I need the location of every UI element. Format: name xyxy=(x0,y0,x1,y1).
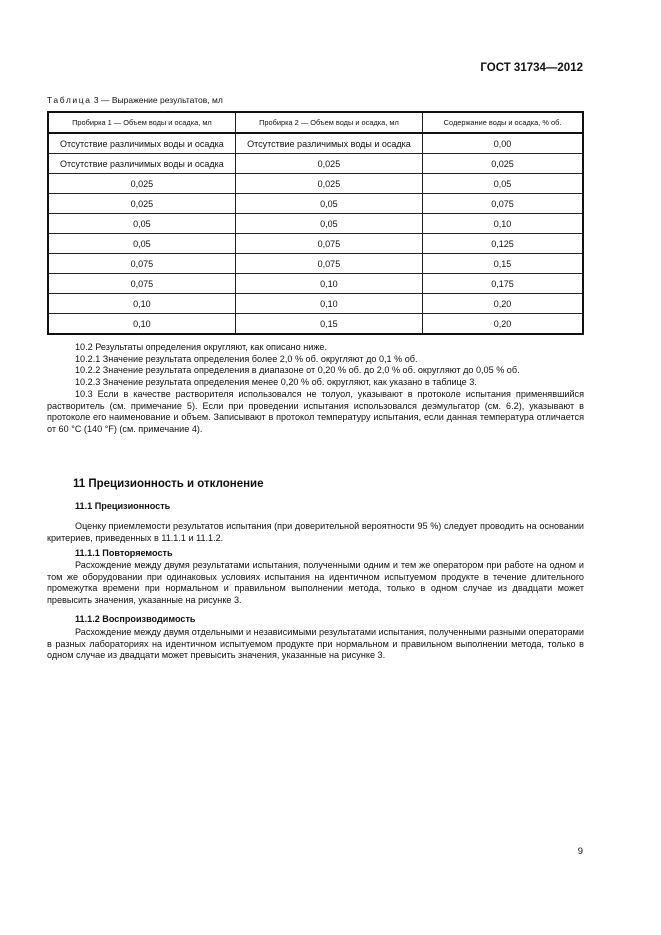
table-row xyxy=(48,133,583,154)
paragraph-10-2: 10.2 Результаты определения округляют, как описано ниже. xyxy=(75,342,328,352)
table-row xyxy=(48,154,583,174)
table-cell: 0,025 xyxy=(48,174,235,194)
table-row xyxy=(48,254,583,274)
paragraph-10-2-2: 10.2.2 Значение результата определения в диапазоне от 0,20 % об. до 2,0 % об. округляют до 0,05 % об. xyxy=(75,365,520,376)
table-cell: 0,05 xyxy=(235,194,422,214)
table-row xyxy=(48,194,583,214)
table-row xyxy=(48,314,583,335)
table-cell: 0,20 xyxy=(423,294,583,314)
paragraph-10-3: 10.3 Если в качестве растворителя использовался не толуол, указывают в протоколе испытания применявшийся растворитель (см. примечание 5). Если при проведении испытания использовался деэмульгатор (см. 6.2), указывают в протоколе его наименование и объем. Записывают в протокол температуру испытания, если данная температура отличается от 60 °С (140 °F) (см. примечание 4). xyxy=(47,388,584,434)
table-cell: 0,025 xyxy=(235,174,422,194)
table-row xyxy=(48,174,583,194)
table-cell: 0,05 xyxy=(423,174,583,194)
table-cell: 0,10 xyxy=(423,214,583,234)
section-10-text xyxy=(47,342,584,436)
table-cell: 0,15 xyxy=(423,254,583,274)
table-cell: Отсутствие различимых воды и осадка xyxy=(48,133,235,154)
paragraph-10-2-3: 10.2.3 Значение результата определения менее 0,20 % об. округляют, как указано в таблице 3. xyxy=(75,377,477,388)
table-cell: 0,05 xyxy=(48,214,235,234)
table-cell: 0,025 xyxy=(48,194,235,214)
table-cell: 0,175 xyxy=(423,274,583,294)
table-caption-label: Таблица xyxy=(47,95,92,105)
section-11-1-1-title: 11.1.1 Повторяемость xyxy=(75,548,173,558)
table-caption-text: 3 — Выражение результатов, мл xyxy=(91,95,223,105)
document-standard-number: ГОСТ 31734—2012 xyxy=(480,62,583,74)
table-cell: 0,05 xyxy=(48,234,235,254)
table-cell: 0,125 xyxy=(423,234,583,254)
table-cell: 0,025 xyxy=(235,154,422,174)
table-cell: 0,20 xyxy=(423,314,583,335)
page-number: 9 xyxy=(577,846,583,857)
table-cell: 0,10 xyxy=(48,294,235,314)
table-row xyxy=(48,234,583,254)
table-cell: 0,10 xyxy=(235,294,422,314)
table-caption xyxy=(47,95,223,105)
table-cell: 0,075 xyxy=(423,194,583,214)
table-row xyxy=(48,274,583,294)
table-cell: 0,075 xyxy=(235,234,422,254)
table-row xyxy=(48,294,583,314)
table-cell: 0,00 xyxy=(423,133,583,154)
section-11-1-title: 11.1 Прецизионность xyxy=(75,501,171,511)
section-11-1-1-text xyxy=(47,560,584,607)
paragraph-11-1-1: Расхождение между двумя результатами испытания, полученными одним и тем же оператором при работе на одном и том же оборудовании при одинаковых условиях испытания на идентичном испытуемом продукте в течение длительного промежутка времени при нормальном и правильном выполнении метода, только в одном случае из двадцати может превысить значения, указанные на рисунке 3. xyxy=(47,560,584,606)
table-cell: 0,025 xyxy=(423,154,583,174)
results-table xyxy=(47,111,584,335)
table-cell: 0,05 xyxy=(235,214,422,234)
table-cell: 0,10 xyxy=(48,314,235,335)
table-cell: Отсутствие различимых воды и осадка xyxy=(235,133,422,154)
column-header-tube-1: Пробирка 1 — Объем воды и осадка, мл xyxy=(48,112,235,133)
table-cell: 0,075 xyxy=(235,254,422,274)
table-header-row xyxy=(48,112,583,133)
section-11-1-text xyxy=(47,521,584,544)
table-cell: 0,15 xyxy=(235,314,422,335)
table-cell: 0,075 xyxy=(48,254,235,274)
table-row xyxy=(48,214,583,234)
paragraph-11-1: Оценку приемлемости результатов испытания (при доверительной вероятности 95 %) следует проводить на основании критериев, приведенных в 11.1.1 и 11.1.2. xyxy=(47,521,584,543)
paragraph-11-1-2: Расхождение между двумя отдельными и независимыми результатами испытания, полученными разными операторами в разных лабораториях на идентичном испытуемом продукте при нормальном и правильном выполнении метода, только в одном случае из двадцати может превысить значения, указанные на рисунке 3. xyxy=(47,627,584,661)
paragraph-10-2-1: 10.2.1 Значение результата определения более 2,0 % об. округляют до 0,1 % об. xyxy=(75,353,418,364)
section-11-1-2-title: 11.1.2 Воспроизводимость xyxy=(75,614,196,624)
column-header-tube-2: Пробирка 2 — Объем воды и осадка, мл xyxy=(235,112,422,133)
section-11-1-2-text xyxy=(47,627,584,662)
table-cell: Отсутствие различимых воды и осадка xyxy=(48,154,235,174)
section-11-title: 11 Прецизионность и отклонение xyxy=(73,478,264,490)
table-cell: 0,10 xyxy=(235,274,422,294)
column-header-content: Содержание воды и осадка, % об. xyxy=(423,112,583,133)
table-cell: 0,075 xyxy=(48,274,235,294)
